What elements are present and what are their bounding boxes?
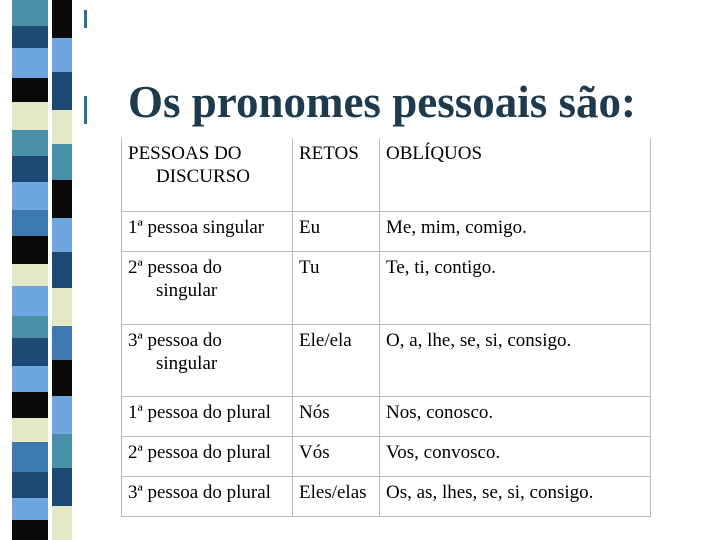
cell-pessoa [122, 324, 293, 396]
cell-obliquo: O, a, lhe, se, si, consigo. [380, 324, 651, 396]
cell-reto: Eu [293, 211, 380, 251]
cell-obliquo: Nos, conosco. [380, 396, 651, 436]
table-row [122, 324, 651, 396]
stripe-blocks [12, 0, 48, 540]
cell-pessoa-line2: singular [156, 279, 218, 301]
table-row [122, 476, 651, 516]
table-header-row [122, 138, 651, 211]
cell-pessoa: 1ª pessoa singular [122, 211, 293, 251]
cell-pessoa [122, 251, 293, 324]
stripe-right-blocks [52, 0, 72, 540]
cell-obliquo: Te, ti, contigo. [380, 251, 651, 324]
header-obliquos: OBLÍQUOS [380, 138, 651, 211]
cell-pessoa-line2: singular [156, 352, 218, 374]
cell-reto: Eles/elas [293, 476, 380, 516]
header-pessoas-line1: PESSOAS DO [128, 143, 242, 164]
cell-reto: Tu [293, 251, 380, 324]
cell-pessoa-line1: 3ª pessoa do [128, 329, 222, 351]
page-title: Os pronomes pessoais são: [128, 77, 636, 127]
cell-pessoa-line1: 2ª pessoa do [128, 256, 222, 278]
table-row [122, 436, 651, 476]
header-pessoas-line2: DISCURSO [156, 166, 250, 187]
cell-reto: Vós [293, 436, 380, 476]
cell-pessoa: 2ª pessoa do plural [122, 436, 293, 476]
cell-obliquo: Vos, convosco. [380, 436, 651, 476]
table-row [122, 211, 651, 251]
cell-reto: Ele/ela [293, 324, 380, 396]
cell-pessoa: 3ª pessoa do plural [122, 476, 293, 516]
cell-reto: Nós [293, 396, 380, 436]
header-retos: RETOS [293, 138, 380, 211]
table-row [122, 251, 651, 324]
header-pessoas [122, 138, 293, 211]
accent-tick [84, 96, 87, 124]
cell-obliquo: Me, mim, comigo. [380, 211, 651, 251]
table-row [122, 396, 651, 436]
pronouns-table [121, 138, 651, 517]
accent-tick [84, 10, 87, 28]
cell-obliquo: Os, as, lhes, se, si, consigo. [380, 476, 651, 516]
cell-pessoa: 1ª pessoa do plural [122, 396, 293, 436]
